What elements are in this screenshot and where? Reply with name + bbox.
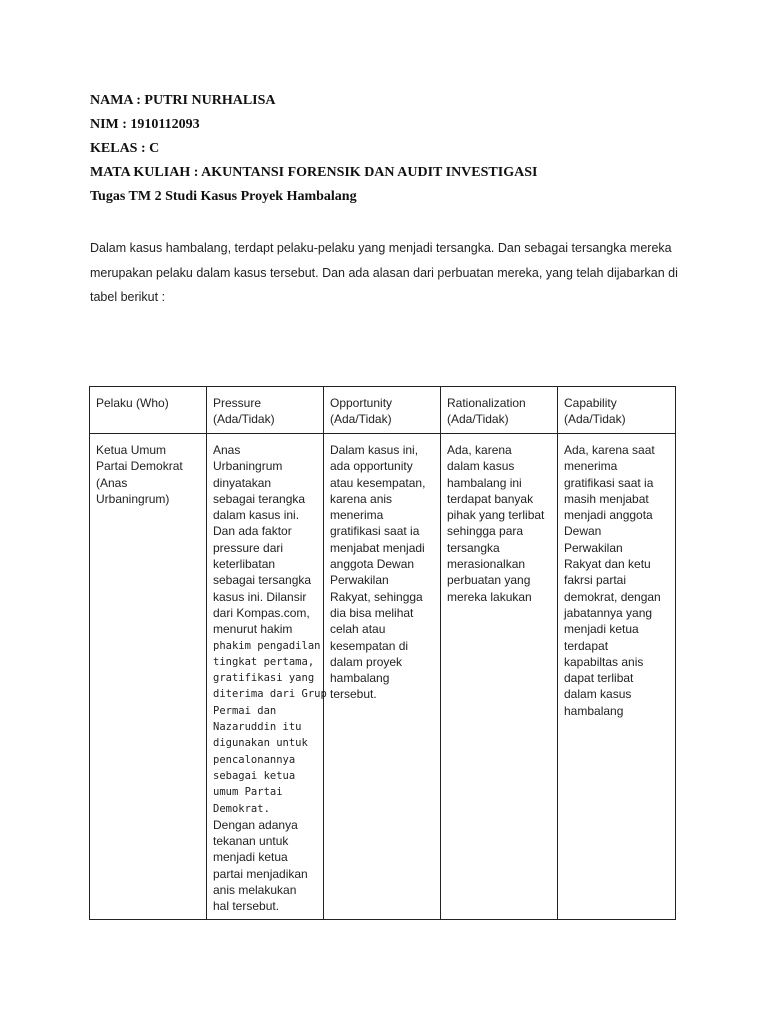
cell-text-line: kapabiltas anis (564, 654, 644, 669)
cell-text-line: Perwakilan (564, 540, 623, 555)
header-cell-rationalization (441, 387, 558, 434)
cell-text-line: anis melakukan (213, 883, 297, 898)
cell-text-line: masih menjabat (564, 491, 649, 506)
cell-text-line: dalam kasus (447, 459, 515, 474)
cell-text-line: (Ada/Tidak) (330, 412, 392, 427)
cell-text-line: jabatannya yang (564, 605, 653, 620)
cell-text-line: Rakyat, sehingga (330, 589, 423, 604)
cell-capability (558, 434, 676, 920)
cell-text-line: pencalonannya (213, 753, 296, 766)
header-cell-capability (558, 387, 676, 434)
cell-text-line: hal tersebut. (213, 899, 280, 914)
cell-text-line: ada opportunity (330, 459, 413, 474)
cell-text-line: Urbaningrum (213, 459, 283, 474)
cell-text-line: Dan ada faktor (213, 524, 292, 539)
intro-paragraph: Dalam kasus hambalang, terdapt pelaku-pelaku yang menjadi tersangka. Dan sebagai tersangka mereka merupakan pelaku dalam kasus tersebut. Dan ada alasan dari perbuatan mereka, yang telah dijabarkan di tabel berikut : (90, 241, 678, 304)
cell-text-line: Nazaruddin itu (213, 721, 302, 734)
class-label: KELAS : C (90, 141, 160, 156)
cell-text-line: menjadi ketua (564, 622, 639, 637)
cell-text-line: Perwakilan (330, 573, 389, 588)
cell-text-line: Permai dan (213, 704, 277, 717)
cell-text-line: partai menjadikan (213, 866, 308, 881)
cell-text-line: dinyatakan (213, 475, 272, 490)
cell-text-line: menerima (330, 508, 384, 523)
cell-text-line: fakrsi partai (564, 573, 627, 588)
cell-text-line: gratifikasi yang (213, 672, 315, 685)
header-cell-pressure (207, 387, 324, 434)
cell-text-line: kasus ini. Dilansir (213, 589, 307, 604)
cell-text-line: Pelaku (Who) (96, 396, 169, 410)
cell-text-line: Ketua Umum (96, 443, 167, 457)
cell-text-line: keterlibatan (213, 557, 276, 572)
cell-text-line: sehingga para (447, 524, 524, 539)
header-cell-pelaku (90, 387, 207, 434)
cell-rationalization (441, 434, 558, 920)
pressure-part-3 (213, 817, 317, 915)
cell-text-line: sebagai tersangka (213, 573, 312, 588)
cell-text-line: Ada, karena saat (564, 443, 655, 457)
cell-text-line: dia bisa melihat (330, 605, 414, 620)
cell-text-line: Urbaningrum) (96, 491, 170, 506)
student-header (90, 89, 537, 209)
cell-pressure (207, 434, 327, 920)
cell-text-line: Dewan (564, 524, 602, 539)
cell-text-line: hambalang (564, 703, 624, 718)
course-title: MATA KULIAH : AKUNTANSI FORENSIK DAN AUDIT INVESTIGASI (90, 165, 538, 180)
cell-text-line: dalam kasus ini. (213, 508, 300, 523)
cell-text-line: kesempatan di (330, 638, 409, 653)
cell-text-line: sebagai terangka (213, 491, 306, 506)
cell-text-line: Opportunity (330, 396, 393, 410)
cell-text-line: umum Partai (213, 786, 283, 799)
cell-text-line: Dengan adanya (213, 817, 298, 832)
header-cell-opportunity (324, 387, 441, 434)
cell-text-line: Rationalization (447, 396, 526, 410)
cell-text-line: dari Kompas.com, (213, 605, 310, 620)
cell-text-line: pihak yang terlibat (447, 508, 545, 523)
cell-text-line: tekanan untuk (213, 834, 289, 849)
cell-text-line: tersangka (447, 540, 500, 555)
cell-text-line: dalam proyek (330, 654, 403, 669)
cell-text-line: digunakan untuk (213, 737, 308, 750)
cell-text-line: gratifikasi saat ia (564, 475, 654, 490)
cell-text-line: perbuatan yang (447, 573, 531, 588)
cell-text-line: Dalam kasus ini, (330, 443, 419, 457)
cell-text-line: tersebut. (330, 687, 377, 702)
cell-text-line: terdapat (564, 638, 609, 653)
assignment-title: Tugas TM 2 Studi Kasus Proyek Hambalang (90, 189, 357, 204)
cell-text-line: atau kesempatan, (330, 475, 426, 490)
pressure-part-2 (213, 638, 327, 817)
cell-text-line: diterima dari Grup (213, 688, 327, 701)
cell-text-line: (Anas (96, 475, 128, 490)
cell-text-line: menerima (564, 459, 618, 474)
cell-text-line: (Ada/Tidak) (213, 412, 275, 427)
fraud-triangle-table (89, 386, 676, 920)
table-row (90, 434, 676, 920)
cell-text-line: Capability (564, 396, 617, 410)
cell-text-line: (Ada/Tidak) (447, 412, 509, 427)
cell-text-line: merasionalkan (447, 557, 526, 572)
cell-text-line: anggota Dewan (330, 557, 415, 572)
cell-text-line: celah atau (330, 622, 386, 637)
cell-text-line: menjadi anggota (564, 508, 653, 523)
cell-text-line: demokrat, dengan (564, 589, 661, 604)
cell-text-line: terdapat banyak (447, 491, 534, 506)
cell-text-line: hambalang ini (447, 475, 522, 490)
cell-text-line: menjabat menjadi (330, 540, 425, 555)
cell-text-line: Pressure (213, 396, 262, 410)
cell-text-line: hambalang (330, 671, 390, 686)
student-id: NIM : 1910112093 (90, 117, 200, 132)
cell-text-line: Anas (213, 443, 241, 457)
cell-text-line: phakim pengadilan (213, 639, 321, 652)
cell-text-line: Rakyat dan ketu (564, 557, 651, 572)
cell-pelaku (90, 434, 207, 920)
cell-text-line: (Ada/Tidak) (564, 412, 626, 427)
pressure-part-1 (213, 442, 317, 638)
cell-text-line: Partai Demokrat (96, 459, 183, 474)
cell-text-line: mereka lakukan (447, 589, 532, 604)
cell-text-line: menjadi ketua (213, 850, 288, 865)
cell-text-line: gratifikasi saat ia (330, 524, 420, 539)
student-name: NAMA : PUTRI NURHALISA (90, 93, 276, 108)
cell-text-line: menurut hakim (213, 622, 293, 637)
cell-opportunity (324, 434, 441, 920)
cell-text-line: tingkat pertama, (213, 655, 315, 668)
table-header-row (90, 387, 676, 434)
cell-text-line: Ada, karena (447, 443, 512, 457)
cell-text-line: pressure dari (213, 540, 284, 555)
cell-text-line: sebagai ketua (213, 769, 296, 782)
cell-text-line: dalam kasus (564, 687, 632, 702)
cell-text-line: Demokrat. (213, 802, 270, 815)
cell-text-line: dapat terlibat (564, 671, 634, 686)
cell-text-line: karena anis (330, 491, 393, 506)
